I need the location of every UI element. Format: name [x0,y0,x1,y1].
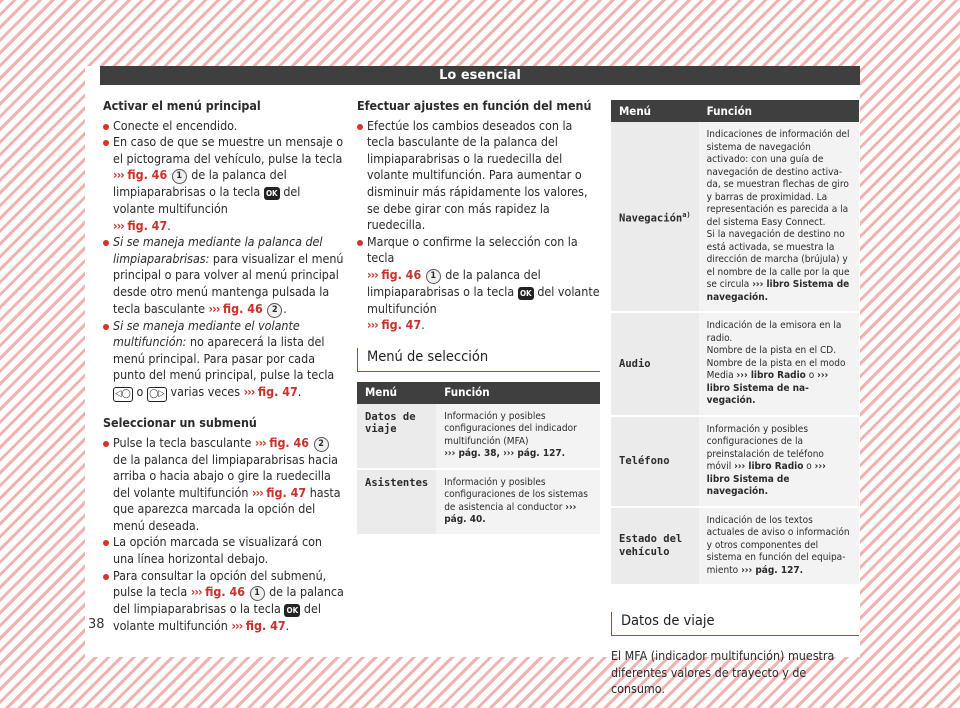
menu-cell: Estado del vehículo [611,507,699,586]
callout-number: 1 [250,586,265,601]
table-row [611,122,859,312]
xref-arrow-icon: ››› [231,617,243,633]
heading-ajustes: Efectuar ajustes en función del menú [357,98,592,113]
heading-submenu: Seleccionar un submenú [103,414,257,430]
menu-cell: Audio [611,312,699,416]
xref-arrow-icon: ››› [243,383,255,399]
xref-arrow-icon: ››› [208,300,220,316]
table-row [611,507,859,586]
callout-number: 1 [172,169,187,184]
column-header: Función [699,100,859,122]
figure-link[interactable]: fig. 46 [127,167,168,183]
xref-arrow-icon: ››› [113,167,124,183]
figure-link[interactable]: fig. 47 [127,217,168,233]
ok-key-icon: OK [264,187,280,200]
column-left [103,98,345,634]
figure-link[interactable]: fig. 46 [205,584,245,600]
xref-arrow-icon: ››› [367,266,378,282]
list-item: Efectúe los cambios deseados con la tecla basculante de la palanca del limpiaparabrisas o la ruedecilla del volante multifunción. Para aumentar o disminuir más rápidamente los valores, se debe girar con más rapidez la ruedecilla. [357,118,600,234]
page-number: 38 [88,617,105,632]
function-cell: Información y posibles configuraciones de los sistemas de asistencia al conductor ››› pág. 40. [436,469,600,535]
column-header: Menú [611,100,699,122]
menu-cell: Navegación$^{a)}$ [611,122,699,312]
column-right [611,100,859,698]
menu-cell: Asistentes [357,469,436,535]
table-row [611,312,859,416]
menu-cell: Teléfono [611,416,699,507]
figure-link[interactable]: fig. 46 [381,266,422,282]
function-cell: Indicación de la emisora en la radio. Nombre de la pista en el CD. Nombre de la pista en el modo Media ››› libro Radio o ››› libro Sistema de navegación. [699,312,859,416]
table-row [611,416,859,507]
book-link[interactable]: libro Sistema de navegación [706,473,790,497]
section-title-menu-seleccion: Menú de selección [357,348,600,372]
function-cell: Indicaciones de información del sistema de navegación activado: con una guía de navegación de destino activada, se muestran flechas de giro y barras de proximidad. La representación es parecida a la del sistema Easy Connect. Si la navegación de destino no está activada, se muestra la dirección de marcha (brújula) y el nombre de la calle por la que se circula ››› libro Sistema de navegación. [699,122,859,312]
menu-cell: Datos de viaje [357,404,436,469]
page-link[interactable]: pág. 38 [458,448,497,460]
paragraph: El MFA (indicador multifunción) muestra diferentes valores de trayecto y de consumo. [611,648,835,697]
list-item: La opción marcada se visualizará con una línea horizontal debajo. [103,534,345,567]
figure-link[interactable]: fig. 47 [245,617,286,633]
ok-key-icon: OK [518,287,534,300]
column-header: Función [436,382,600,404]
book-link[interactable]: libro Sistema de navegación [706,382,809,406]
figure-link[interactable]: fig. 47 [381,317,422,333]
list-item: Marque o confirme la selección con la tecla ››› fig. 46 1 de la palanca del limpiaparabrisas o la tecla OK del volante multifunción ››› fig. 47. [357,234,600,334]
xref-arrow-icon: ››› [254,434,266,450]
function-cell: Información y posibles configuraciones de la preinstalación de teléfono móvil ››› libro Radio o ››› libro Sistema de navegación. [699,416,859,507]
list-item: Pulse la tecla basculante ››› fig. 46 2 de la palanca del limpiaparabrisas hacia arriba o hacia abajo o gire la ruedecilla del volante multifunción ››› fig. 47 hasta que aparezca marcada la opción del menú deseada. [103,435,345,535]
book-link[interactable]: libro Radio [750,370,806,381]
xref-arrow-icon: ››› [367,317,378,333]
list-item: Conecte el encendido. [103,118,345,135]
book-link[interactable]: libro Radio [748,461,804,472]
page-header: Lo esencial [100,66,860,85]
heading-activar-menu: Activar el menú principal [103,98,261,113]
list-item: Para consultar la opción del submenú, pulse la tecla ››› fig. 46 1 de la palanca del limpiaparabrisas o la tecla OK del volante multifunción ››› fig. 47. [103,568,345,635]
function-cell: Indicación de los textos actuales de aviso o información y otros componentes del sistema en función del equipamiento ››› pág. 127. [699,507,859,586]
list-item: Si se maneja mediante la palanca del limpiaparabrisas: para visualizar el menú principal o para volver al menú principal desde otro menú mantenga pulsada la tecla basculante ››› fig. 46 2 . [103,234,345,317]
callout-number: 1 [426,269,441,284]
xref-arrow-icon: ››› [190,584,202,600]
book-link[interactable]: libro Sistema de navegación [706,279,850,303]
table-row [357,404,600,469]
forward-key-icon: ◯▷ [147,387,167,402]
callout-number: 2 [314,437,329,452]
figure-link[interactable]: fig. 47 [266,484,307,500]
ok-key-icon: OK [284,604,300,617]
callout-number: 2 [267,303,282,318]
column-header: Menú [357,382,436,404]
page-link[interactable]: pág. 127 [755,564,800,576]
figure-link[interactable]: fig. 47 [257,383,298,399]
figure-link[interactable]: fig. 46 [269,434,310,450]
back-key-icon: ◁◯ [113,387,133,402]
table-row [357,469,600,535]
section-title-datos-viaje: Datos de viaje [611,612,859,636]
figure-link[interactable]: fig. 46 [222,300,263,316]
xref-arrow-icon: ››› [113,217,124,233]
page-link[interactable]: pág. 127 [517,448,562,460]
function-cell: Información y posibles configuraciones del indicador multifunción (MFA) ››› pág. 38, ››› pág. 127. [436,404,600,469]
menu-table [357,382,600,536]
page-link[interactable]: pág. 40 [444,514,483,526]
menu-table-continued [611,100,859,586]
column-middle [357,98,600,536]
list-item: Si se maneja mediante el volante multifunción: no aparecerá la lista del menú principal. Para pasar por cada punto del menú principal, pulse la tecla ◁◯ o ◯▷ varias veces ››› fig. 47. [103,318,345,402]
xref-arrow-icon: ››› [251,484,263,500]
list-item: En caso de que se muestre un mensaje o el pictograma del vehículo, pulse la tecla ››› fig. 46 1 de la palanca del limpiaparabrisas o la tecla OK del volante multifunción ››› fig. 47. [103,134,345,234]
